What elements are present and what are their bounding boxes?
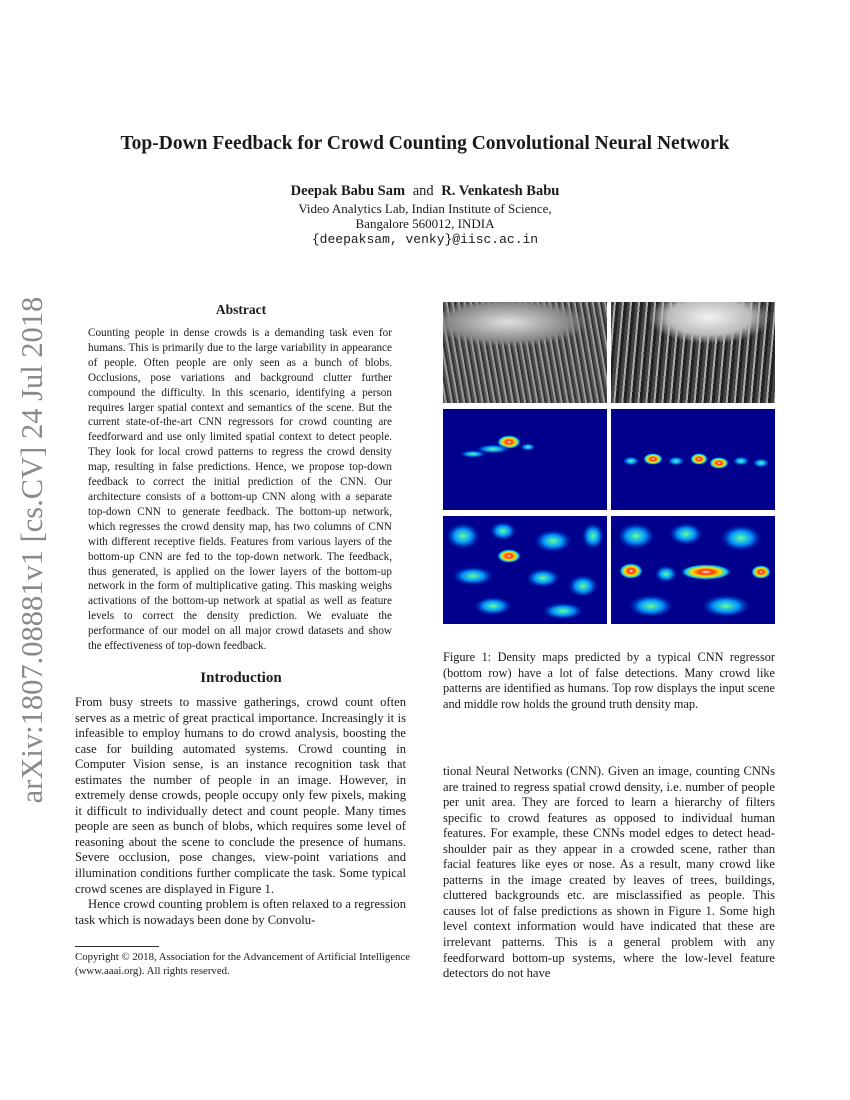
- abstract-heading: Abstract: [215, 302, 267, 317]
- author-conjunction: and: [412, 183, 434, 199]
- author-1: Deepak Babu Sam: [290, 183, 406, 199]
- author-email: {deepaksam, venky}@iisc.ac.in: [311, 232, 539, 247]
- copyright-notice: Copyright © 2018, Association for the Advancement of Artificial Intelligence (www.aaai.org). All rights reserved.: [75, 951, 411, 977]
- introduction-left-column: [75, 695, 406, 928]
- ground-truth-density-svg-2: [611, 409, 775, 510]
- intro-paragraph-1: From busy streets to massive gatherings, crowd count often serves as a metric of great practical importance. Increasingly it is infeasible to employ humans to do crowd analysis, boosting the case for building automated systems. Crowd counting in Computer Vision sense, is an instance recognition task that estimates the number of people in an image. However, in extremely dense crowds, people occupy only few pixels, making it difficult to individually detect and count people. Many times people are seen as bunch of blobs, which requires some level of reasoning about the scene to conclude the presence of humans. Severe occlusion, pose changes, view-point variations and illumination conditions further complicate the task. Some typical crowd scenes are displayed in Figure 1.: [75, 695, 406, 896]
- affiliation-line-2: Bangalore 560012, INDIA: [355, 216, 495, 231]
- predicted-density-svg-1: [443, 516, 607, 624]
- figure-1-caption: Figure 1: Density maps predicted by a typical CNN regressor (bottom row) have a lot of false detections. Many crowd like patterns are identified as humans. Top row displays the input scene and middle row holds the ground truth density map.: [443, 650, 775, 711]
- predicted-density-map-1: [443, 516, 607, 624]
- arxiv-identifier: arXiv:1807.08881v1 [cs.CV] 24 Jul 2018: [15, 296, 49, 804]
- ground-truth-density-svg-1: [443, 409, 607, 510]
- abstract-text: Counting people in dense crowds is a demanding task even for humans. This is primarily due to the large variability in appearance of people. Often people are only seen as a bunch of blobs. Occlusions, pose variations and background clutter further compound the difficulty. In this scenario, identifying a person requires larger spatial context and semantics of the scene. But the current state-of-the-art CNN regressors for crowd counting are feedforward and use only limited spatial context to detect people. They look for local crowd patterns to regress the crowd density map, resulting in false predictions. Hence, we propose top-down feedback to correct the initial prediction of the CNN. Our architecture consists of a bottom-up CNN along with a separate top-down CNN to generate feedback. The bottom-up network, which regresses the crowd density map, has two columns of CNN with different receptive fields. Features from various layers of the bottom-up CNN are fed to the top-down network. The feedback, thus generated, is applied on the lower layers of the bottom-up network in the form of multiplicative gating. This masking weighs activations of the bottom-up network at spatial as well as feature levels to correct the density prediction. We evaluate the performance of our model on all major crowd datasets and show the effectiveness of top-down feedback.: [88, 327, 392, 653]
- figure-1: [443, 302, 775, 624]
- ground-truth-density-map-2: [611, 409, 775, 510]
- intro-paragraph-3: tional Neural Networks (CNN). Given an image, counting CNNs are trained to regress spatial crowd density, i.e. number of people per unit area. They are forced to learn a hierarchy of filters specific to crowd features as opposed to individual human features. For example, these CNNs model edges to detect head-shoulder pair as they appear in a crowded scene, rather than facial features like eyes or nose. As a result, many crowd like patterns in the image created by leaves of trees, buildings, cluttered backgrounds etc. are misclassified as people. This causes lot of false predictions as shown in Figure 1. Some high level context information would have indicated that these are irrelevant patterns. This is a general problem with any feedforward bottom-up systems, where the low-level feature detectors do not have: [443, 764, 775, 981]
- footnote-rule: [75, 946, 159, 947]
- author-2: R. Venkatesh Babu: [441, 183, 560, 199]
- crowd-scene-image-2: [611, 302, 775, 403]
- affiliation-line-1: Video Analytics Lab, Indian Institute of Science,: [298, 201, 552, 216]
- ground-truth-density-map-1: [443, 409, 607, 510]
- intro-paragraph-2: Hence crowd counting problem is often relaxed to a regression task which is nowadays been done by Convolu-: [75, 897, 406, 927]
- introduction-heading: Introduction: [200, 670, 282, 686]
- introduction-right-column: [443, 764, 775, 982]
- predicted-density-map-2: [611, 516, 775, 624]
- crowd-scene-image-1: [443, 302, 607, 403]
- authors: [60, 183, 790, 200]
- predicted-density-svg-2: [611, 516, 775, 624]
- paper-title: Top-Down Feedback for Crowd Counting Convolutional Neural Network: [120, 133, 730, 154]
